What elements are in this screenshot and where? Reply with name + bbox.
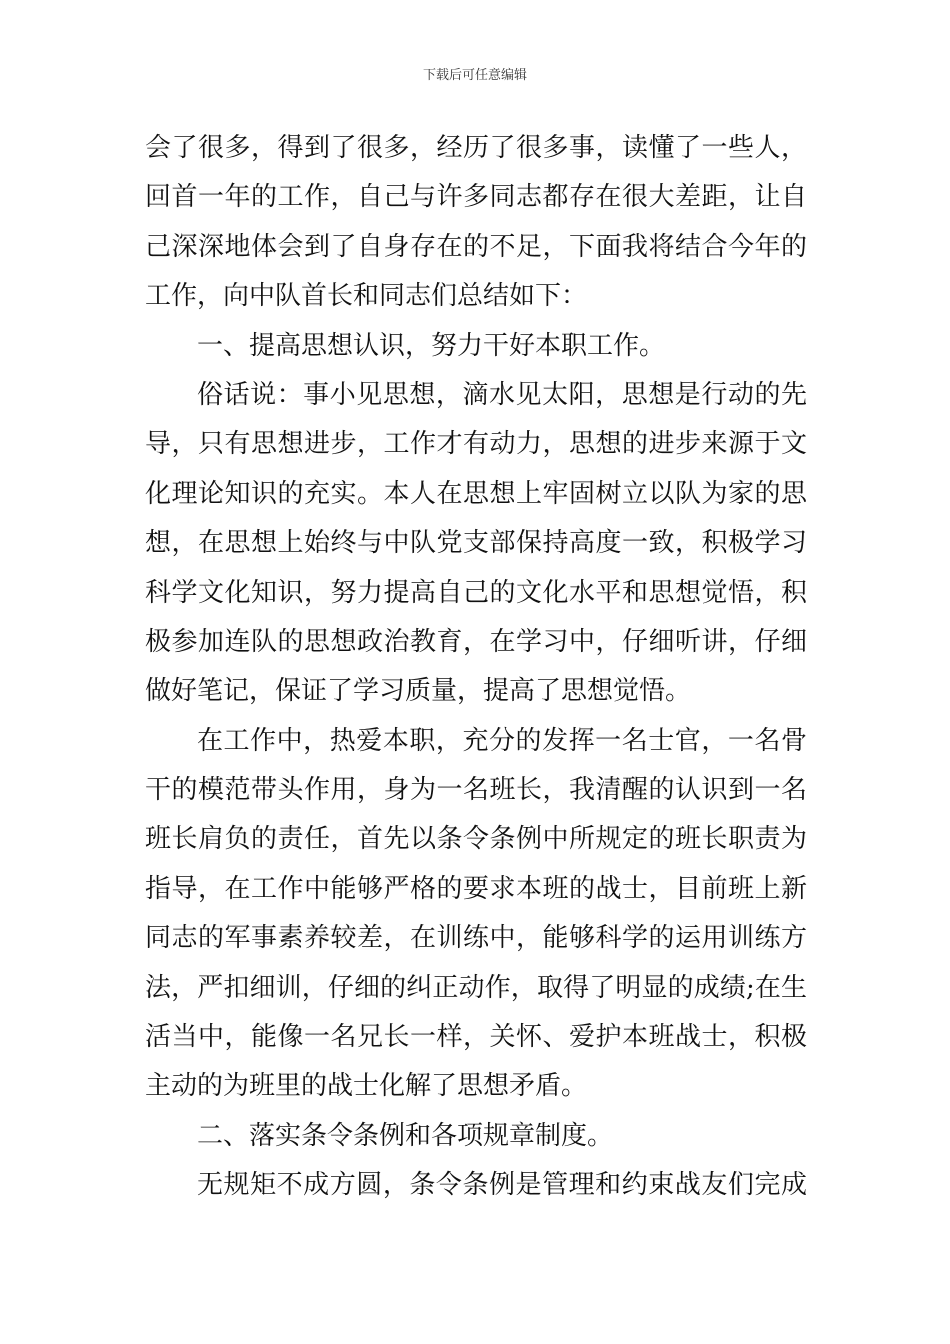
text-line: 俗话说：事小见思想，滴水见太阳，思想是行动的先 — [197, 379, 807, 410]
text-line: 法，严扣细训，仔细的纠正动作，取得了明显的成绩;在生 — [145, 972, 807, 1003]
text-line: 化理论知识的充实。本人在思想上牢固树立以队为家的思 — [145, 478, 807, 509]
text-line: 在工作中，热爱本职，充分的发挥一名士官，一名骨 — [197, 725, 807, 756]
text-line: 科学文化知识，努力提高自己的文化水平和思想觉悟，积 — [145, 577, 807, 608]
text-line: 班长肩负的责任，首先以条令条例中所规定的班长职责为 — [145, 824, 807, 855]
text-line: 回首一年的工作，自己与许多同志都存在很大差距，让自 — [145, 182, 807, 213]
text-line: 导，只有思想进步，工作才有动力，思想的进步来源于文 — [145, 429, 807, 460]
text-line: 极参加连队的思想政治教育，在学习中，仔细听讲，仔细 — [145, 626, 807, 657]
text-line: 二、落实条令条例和各项规章制度。 — [197, 1120, 614, 1151]
text-line: 会了很多，得到了很多，经历了很多事，读懂了一些人， — [145, 133, 807, 163]
text-line: 工作，向中队首长和同志们总结如下： — [145, 281, 588, 312]
text-line: 一、提高思想认识，努力干好本职工作。 — [197, 330, 666, 361]
text-line: 同志的军事素养较差，在训练中，能够科学的运用训练方 — [145, 923, 807, 954]
text-line: 指导，在工作中能够严格的要求本班的战士，目前班上新 — [145, 873, 807, 904]
text-line: 做好笔记，保证了学习质量，提高了思想觉悟。 — [145, 676, 692, 707]
text-line: 无规矩不成方圆，条令条例是管理和约束战友们完成 — [197, 1170, 807, 1201]
text-line: 想，在思想上始终与中队党支部保持高度一致，积极学习 — [145, 528, 807, 559]
document-body — [145, 124, 807, 1211]
text-line: 干的模范带头作用，身为一名班长，我清醒的认识到一名 — [145, 775, 807, 806]
text-line: 己深深地体会到了自身存在的不足，下面我将结合今年的 — [145, 231, 807, 262]
text-line: 主动的为班里的战士化解了思想矛盾。 — [145, 1071, 588, 1102]
text-line: 活当中，能像一名兄长一样，关怀、爱护本班战士，积极 — [145, 1022, 807, 1053]
page-header: 下载后可任意编辑 — [422, 68, 527, 83]
